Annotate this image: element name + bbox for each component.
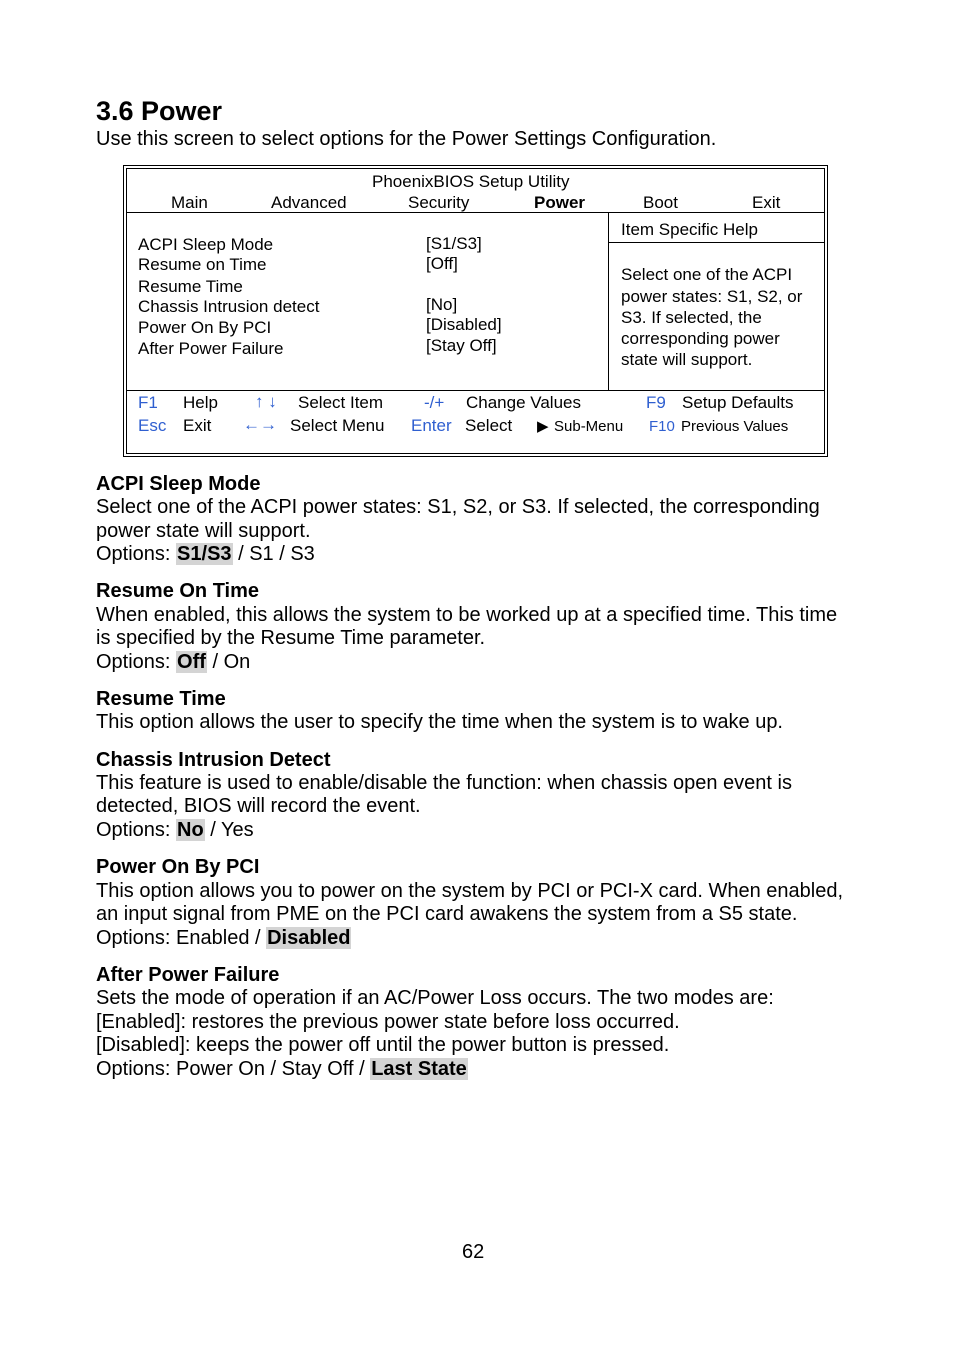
section-options [96, 543, 315, 566]
value-power-on-pci[interactable]: [Disabled] [426, 315, 502, 334]
key-enter: Enter [411, 416, 452, 435]
help-line: corresponding power [621, 329, 780, 348]
options-prefix: Options: [96, 651, 177, 673]
section-title-after-power-failure: After Power Failure [96, 964, 280, 986]
section-text: When enabled, this allows the system to be worked up at a specified time. This time [96, 604, 838, 626]
key-setup-defaults-label: Setup Defaults [682, 393, 794, 412]
default-option: Last State [371, 1058, 467, 1080]
options-prefix: Options: Power On / Stay Off / [96, 1058, 371, 1080]
options-rest: / On [206, 651, 251, 673]
key-esc: Esc [138, 416, 167, 435]
section-options [96, 651, 250, 674]
help-line: Select one of the ACPI [621, 265, 793, 284]
menu-advanced[interactable]: Advanced [271, 193, 347, 212]
key-select-label: Select [465, 416, 513, 435]
key-f10: F10 [649, 418, 675, 435]
value-acpi-sleep-mode[interactable]: [S1/S3] [426, 234, 482, 253]
menu-exit[interactable]: Exit [752, 193, 781, 212]
help-line: S3. If selected, the [621, 308, 762, 327]
item-after-power-failure[interactable]: After Power Failure [138, 339, 284, 358]
item-resume-time[interactable]: Resume Time [138, 277, 243, 296]
bios-screen [123, 165, 828, 457]
options-prefix: Options: [96, 819, 177, 841]
key-exit-label: Exit [183, 416, 212, 435]
key-select-menu-label: Select Menu [290, 416, 385, 435]
submenu-arrow-icon: ▶ [537, 418, 549, 435]
bios-title: PhoenixBIOS Setup Utility [372, 172, 570, 191]
section-text: [Disabled]: keeps the power off until the power button is pressed. [96, 1034, 670, 1056]
help-divider [608, 212, 609, 390]
options-prefix: Options: [96, 543, 177, 565]
menu-power[interactable]: Power [534, 193, 586, 212]
menu-main[interactable]: Main [171, 193, 208, 212]
section-title-resume-time: Resume Time [96, 688, 226, 710]
section-options [96, 819, 254, 842]
section-title-chassis-intrusion: Chassis Intrusion Detect [96, 749, 331, 771]
section-text: [Enabled]: restores the previous power state before loss occurred. [96, 1011, 680, 1033]
default-option: No [177, 819, 204, 841]
key-select-item-label: Select Item [298, 393, 384, 412]
help-line: power states: S1, S2, or [621, 287, 803, 306]
section-text: This option allows you to power on the system by PCI or PCI-X card. When enabled, [96, 880, 844, 902]
keys-divider [127, 390, 824, 391]
item-acpi-sleep-mode[interactable]: ACPI Sleep Mode [138, 235, 274, 254]
help-title-divider [608, 242, 824, 243]
key-f1: F1 [138, 393, 158, 412]
section-title-acpi-sleep-mode: ACPI Sleep Mode [96, 473, 261, 495]
default-option: Disabled [267, 927, 351, 949]
updown-arrows-icon: ↑ ↓ [255, 392, 277, 411]
key-submenu-label: Sub-Menu [554, 418, 624, 435]
key-minus-plus: -/+ [424, 393, 445, 412]
page-title: 3.6 Power [96, 96, 223, 126]
key-f9: F9 [646, 393, 666, 412]
section-options [96, 1058, 468, 1081]
item-resume-on-time[interactable]: Resume on Time [138, 255, 267, 274]
default-option: Off [177, 651, 206, 673]
section-text: an input signal from PME on the PCI card awakens the system from a S5 state. [96, 903, 798, 925]
help-title: Item Specific Help [621, 220, 758, 239]
section-options [96, 927, 351, 950]
intro-text: Use this screen to select options for the Power Settings Configuration. [96, 128, 717, 150]
bios-frame [126, 168, 825, 454]
help-line: state will support. [621, 350, 753, 369]
options-rest: / S1 / S3 [232, 543, 315, 565]
section-text: This feature is used to enable/disable the function: when chassis open event is [96, 772, 792, 794]
key-change-values-label: Change Values [466, 393, 581, 412]
item-chassis-intrusion[interactable]: Chassis Intrusion detect [138, 297, 320, 316]
value-resume-on-time[interactable]: [Off] [426, 254, 458, 273]
item-power-on-pci[interactable]: Power On By PCI [138, 318, 272, 337]
value-chassis-intrusion[interactable]: [No] [426, 295, 458, 314]
section-title-power-on-pci: Power On By PCI [96, 856, 260, 878]
options-rest: / Yes [204, 819, 254, 841]
key-previous-values-label: Previous Values [681, 418, 789, 435]
section-text: Select one of the ACPI power states: S1, S2, or S3. If selected, the corresponding [96, 496, 820, 518]
page-number: 62 [462, 1241, 485, 1263]
section-title-resume-on-time: Resume On Time [96, 580, 260, 602]
menu-boot[interactable]: Boot [643, 193, 678, 212]
section-text: Sets the mode of operation if an AC/Power Loss occurs. The two modes are: [96, 987, 774, 1009]
value-after-power-failure[interactable]: [Stay Off] [426, 336, 497, 355]
menu-security[interactable]: Security [408, 193, 470, 212]
section-text: power state will support. [96, 520, 311, 542]
options-prefix: Options: Enabled / [96, 927, 267, 949]
menu-divider [127, 212, 824, 213]
key-help-label: Help [183, 393, 218, 412]
section-text: is specified by the Resume Time parameter. [96, 627, 486, 649]
section-text: detected, BIOS will record the event. [96, 795, 421, 817]
section-text: This option allows the user to specify the time when the system is to wake up. [96, 711, 783, 733]
default-option: S1/S3 [177, 543, 232, 565]
leftright-arrows-icon: ←→ [243, 415, 277, 434]
